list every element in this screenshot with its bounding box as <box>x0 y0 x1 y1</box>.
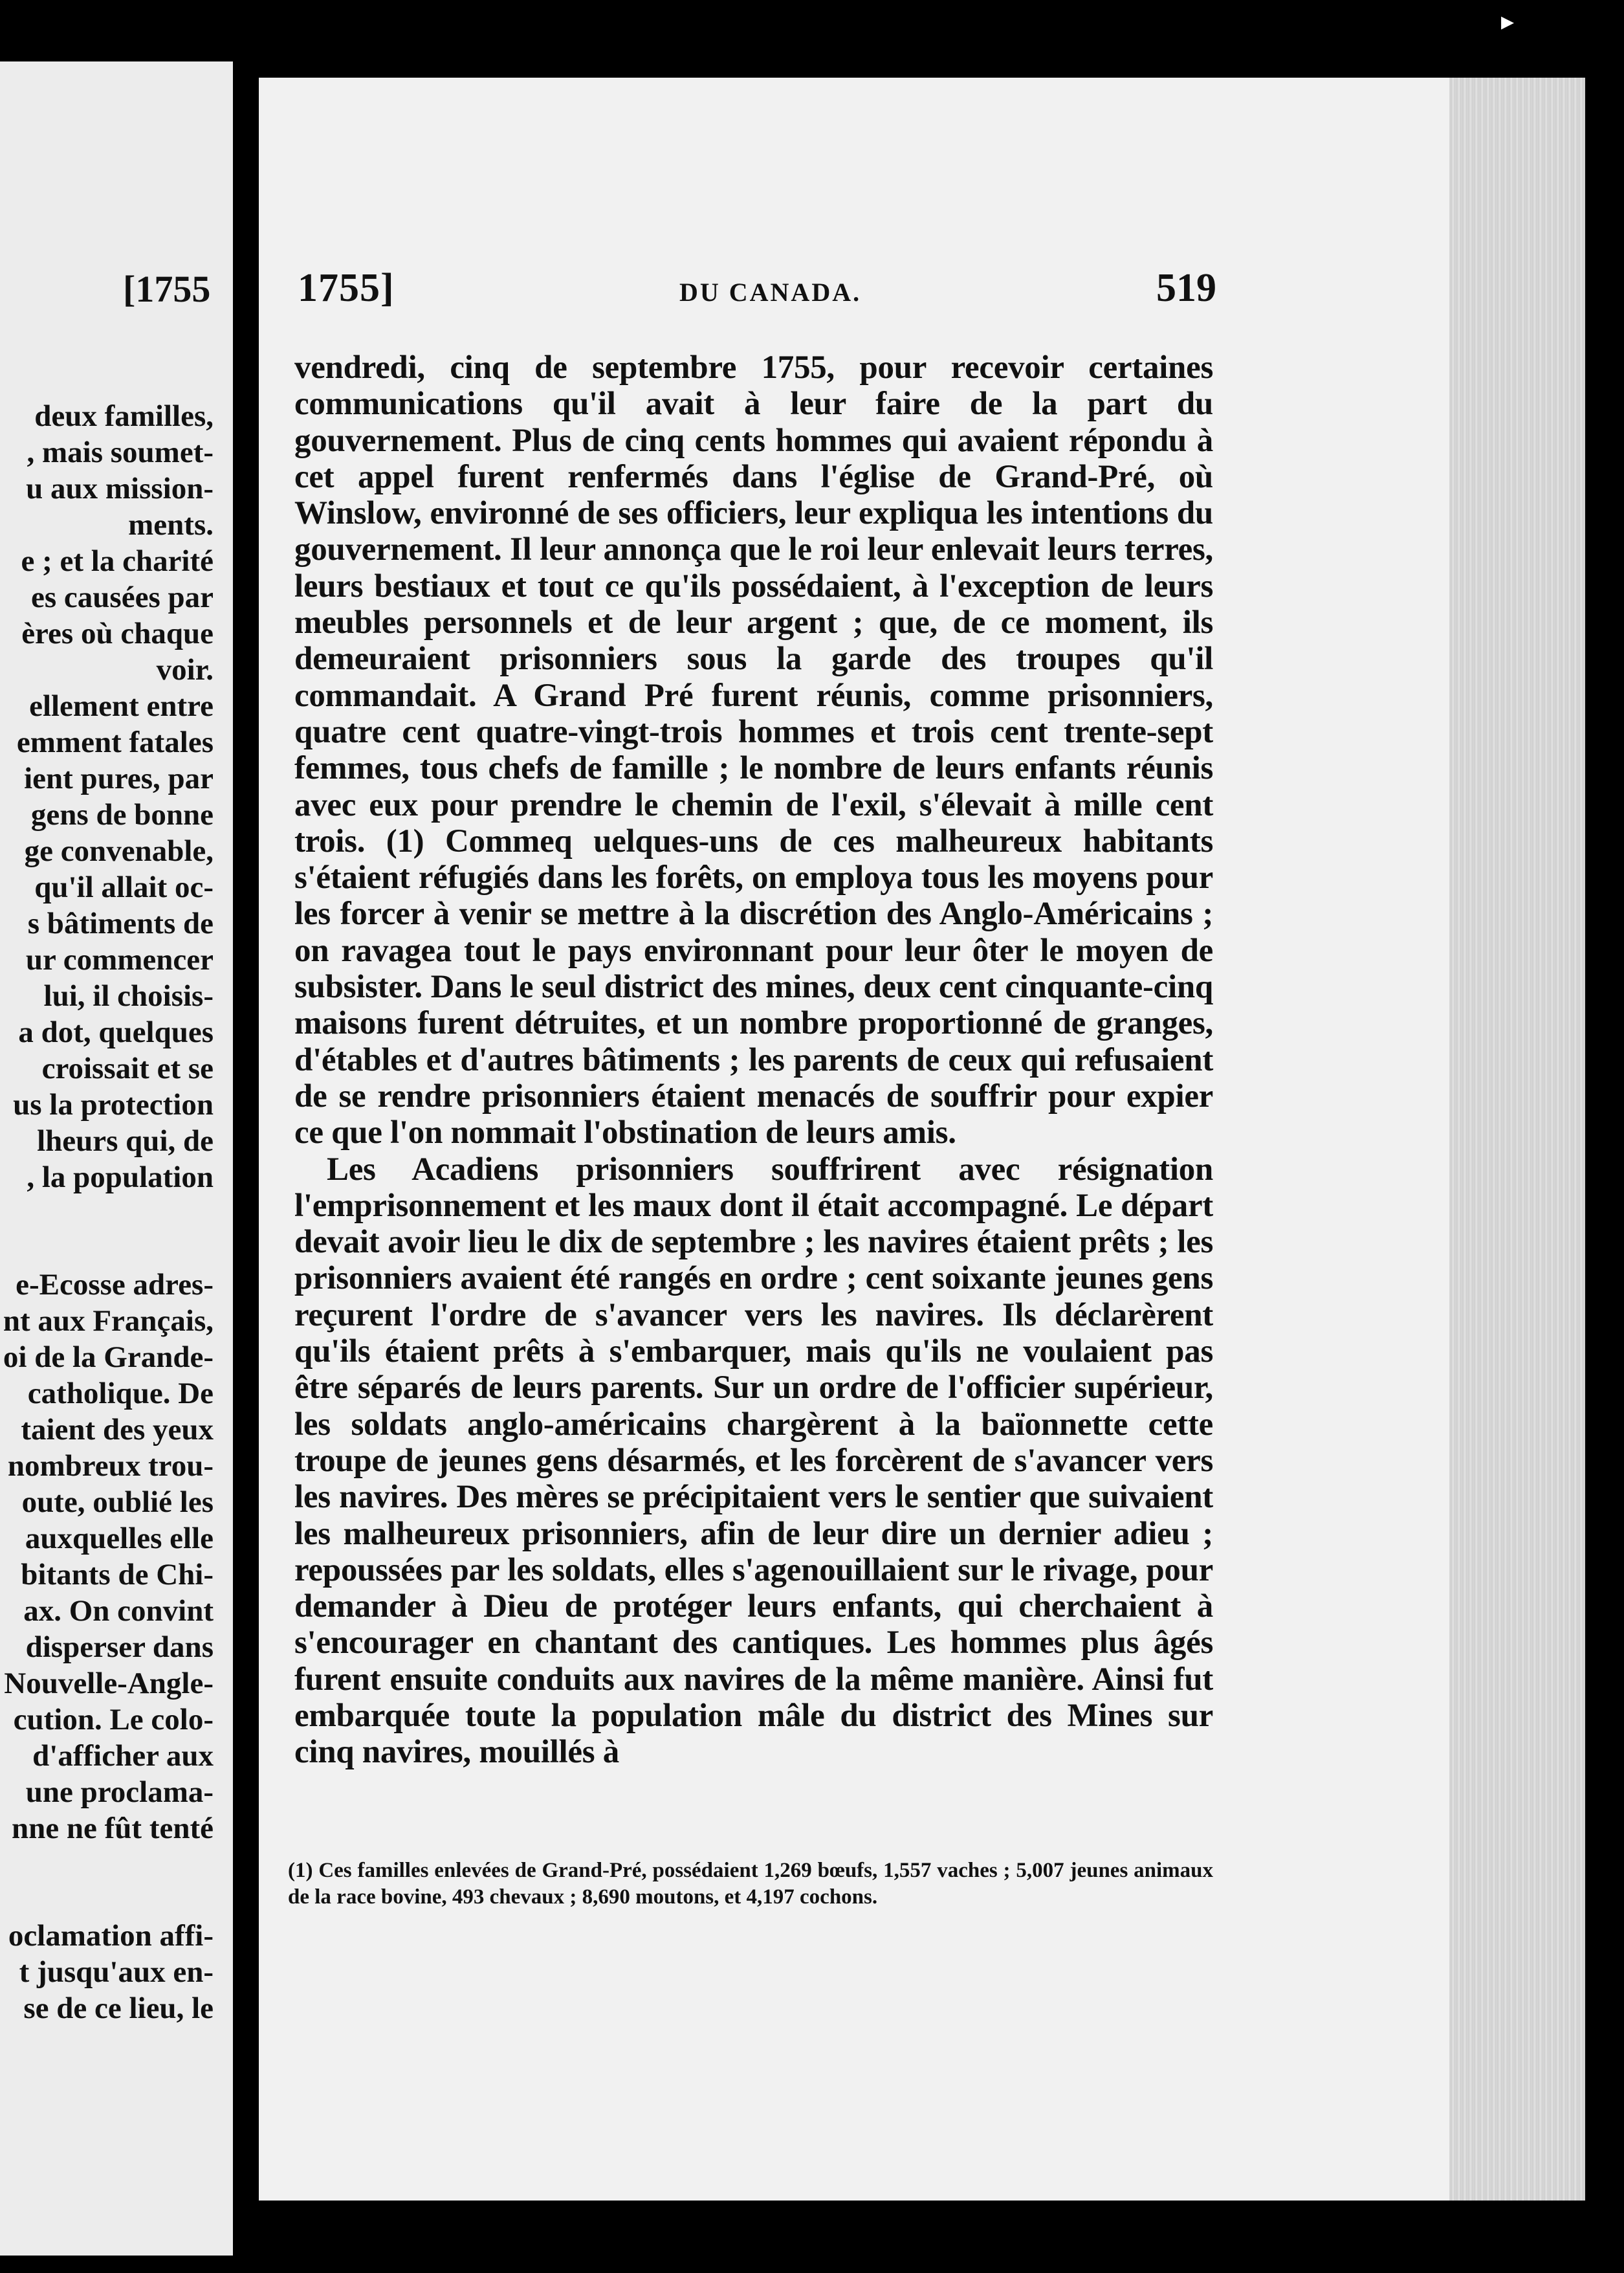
left-page-line: deux familles, <box>34 399 214 433</box>
left-page-line: une proclama- <box>25 1775 214 1809</box>
left-page-line: ient pures, par <box>24 762 214 795</box>
running-head <box>298 265 1216 317</box>
left-page-line: ur commencer <box>25 943 214 977</box>
left-page-line <box>0 1846 214 1918</box>
left-page-line: taient des yeux <box>21 1413 214 1447</box>
left-page-line: oi de la Grande- <box>3 1340 214 1374</box>
left-page-line: s bâtiments de <box>27 907 214 940</box>
left-page-line: ge convenable, <box>24 834 214 868</box>
left-page-line <box>0 1195 214 1267</box>
left-page-line: oclamation affi- <box>8 1919 214 1953</box>
left-page-line: lheurs qui, de <box>37 1124 214 1158</box>
left-page-line: qu'il allait oc- <box>34 870 214 904</box>
left-page-line: voir. <box>156 653 214 687</box>
left-page-line: , mais soumet- <box>27 436 214 469</box>
page-number: 519 <box>1156 266 1216 310</box>
paragraph: Les Acadiens prisonniers souffrirent avec résignation l'emprisonnement et les maux dont il était accompagné. Le départ devait avoir lieu le dix de septembre ; les navires étaient prêts ; les prisonniers avaient été rangés en ordre ; cent soixante jeunes gens reçurent l'ordre de s'avancer vers les navires. Ils déclarèrent qu'ils étaient prêts à s'embarquer, mais qu'ils ne voulaient pas être séparés de leurs parents. Sur un ordre de l'officier supérieur, les soldats anglo-américains chargèrent à la baïonnette cette troupe de jeunes gens désarmés, et les forcèrent de s'avancer vers les navires. Des mères se précipitaient vers le sentier que suivaient les malheureux prisonniers, afin de leur dire un dernier adieu ; repoussées par les soldats, elles s'agenouillaient sur le rivage, pour demander à Dieu de protéger leurs enfants, qui cherchaient à s'encourager en chantant des cantiques. Les hommes plus âgés furent ensuite conduits aux navires de la même manière. Ainsi fut embarquée toute la population mâle du district des Mines sur cinq navires, mouillés à <box>294 1151 1213 1771</box>
left-page-line: d'afficher aux <box>32 1739 214 1773</box>
left-page-line: bitants de Chi- <box>21 1558 214 1591</box>
left-page-line: emment fatales <box>16 726 214 759</box>
left-page-line: Nouvelle-Angle- <box>4 1667 214 1700</box>
left-page-line: e-Ecosse adres- <box>16 1268 214 1302</box>
left-page-line: nne ne fût tenté <box>12 1812 214 1845</box>
left-page-line: , la population <box>27 1160 214 1194</box>
left-page-line: oute, oublié les <box>21 1485 214 1519</box>
scan-speck: ▸ <box>1501 6 1515 36</box>
left-page-line: e ; et la charité <box>21 544 214 578</box>
left-page-line: disperser dans <box>25 1630 214 1664</box>
left-page-line: auxquelles elle <box>25 1522 214 1555</box>
left-page-line: croissait et se <box>41 1052 214 1085</box>
page-edge <box>1449 78 1585 2201</box>
left-page-line: catholique. De <box>27 1377 214 1410</box>
left-page-line: nombreux trou- <box>7 1449 214 1483</box>
running-head-year: 1755] <box>298 266 395 310</box>
left-page-line: ax. On convint <box>23 1594 214 1628</box>
left-page-line: t jusqu'aux en- <box>19 1955 214 1989</box>
left-page-line: ères où chaque <box>21 617 214 650</box>
left-page-line: lui, il choisis- <box>43 979 214 1013</box>
left-page-line: u aux mission- <box>26 472 214 505</box>
left-page-line: ments. <box>128 508 214 542</box>
left-page-line: ellement entre <box>29 689 214 723</box>
paragraph: vendredi, cinq de septembre 1755, pour recevoir certaines communications qu'il avait à leur faire de la part du gouvernement. Plus de cinq cents hommes qui avaient répondu à cet appel furent renfermés dans l'église de Grand-Pré, où Winslow, environné de ses officiers, leur expliqua les intentions du gouvernement. Il leur annonça que le roi leur enlevait leurs terres, leurs bestiaux et tout ce qu'ils possédaient, à l'exception de leurs meubles personnels et de leur argent ; que, de ce moment, ils demeuraient prisonniers sous la garde des troupes qu'il commandait. A Grand Pré furent réunis, comme prisonniers, quatre cent quatre-vingt-trois hommes et trois cent trente-sept femmes, tous chefs de famille ; le nombre de leurs enfants réunis avec eux pour prendre le chemin de l'exil, s'élevait à mille cent trois. (1) Commeq uelques-uns de ces malheureux habitants s'étaient réfugiés dans les forêts, on employa tous les moyens pour les forcer à venir se mettre à la discrétion des Anglo-Américains ; on ravagea tout le pays environnant pour leur ôter le moyen de subsister. Dans le seul district des mines, deux cent cinquante-cinq maisons furent détruites, et un nombre proportionné de granges, d'étables et d'autres bâtiments ; les parents de ceux qui refusaient de se rendre prisonniers étaient menacés de souffrir pour expier ce que l'on nommait l'obstination de leurs amis. <box>294 349 1213 1151</box>
left-page-line: a dot, quelques <box>18 1015 214 1049</box>
running-head-title: DU CANADA. <box>679 278 862 307</box>
left-page-line: nt aux Français, <box>3 1304 214 1338</box>
left-page-text <box>0 398 214 2026</box>
left-page <box>0 61 233 2256</box>
left-running-head: [1755 <box>123 268 211 310</box>
footnote: (1) Ces familles enlevées de Grand-Pré, possédaient 1,269 bœufs, 1,557 vaches ; 5,007 jeunes animaux de la race bovine, 493 chevaux ; 8,690 moutons, et 4,197 cochons. <box>288 1859 1213 1909</box>
left-page-line: us la protection <box>13 1088 214 1122</box>
left-page-line: cution. Le colo- <box>13 1703 214 1736</box>
left-page-line: es causées par <box>31 581 214 614</box>
left-page-line: se de ce lieu, le <box>23 1991 214 2025</box>
left-page-line: gens de bonne <box>30 798 214 832</box>
body-text <box>294 349 1213 1771</box>
